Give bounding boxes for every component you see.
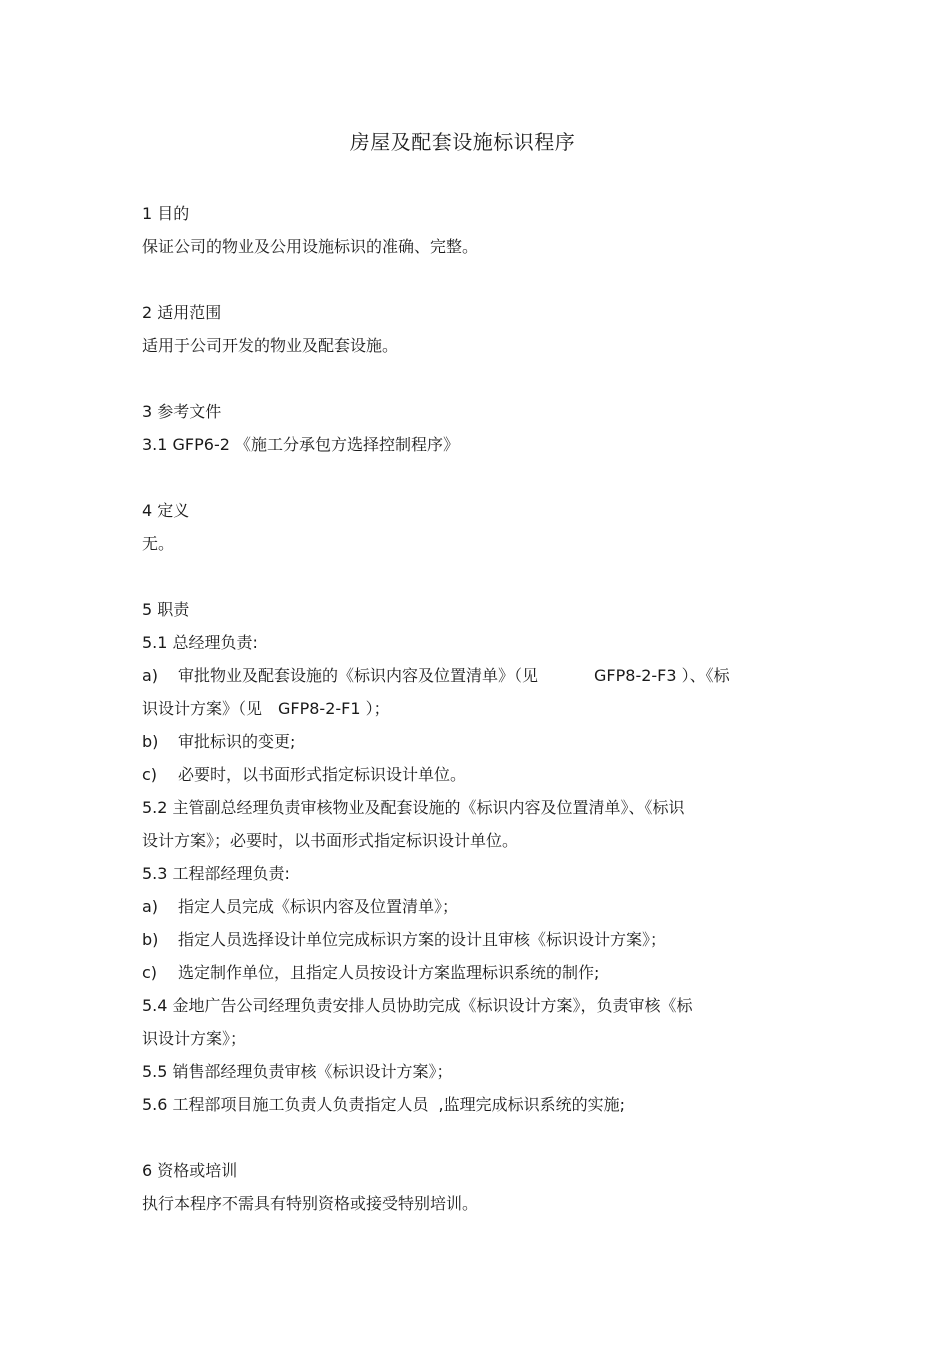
- document-body: [142, 197, 822, 1220]
- list-label: a): [142, 666, 159, 685]
- spacer: [142, 362, 822, 395]
- section-4-heading: 4 定义: [142, 501, 190, 520]
- section-1-heading: 1 目的: [142, 204, 190, 223]
- clause-5-6: [142, 1088, 822, 1121]
- clause-5-6-text: 5.6 工程部项目施工负责人负责指定人员: [142, 1095, 429, 1114]
- section-3-heading: 3 参考文件: [142, 402, 222, 421]
- clause-5-1-title: 5.1 总经理负责:: [142, 633, 258, 652]
- section-3-item-1: 3.1 GFP6-2 《施工分承包方选择控制程序》: [142, 435, 460, 454]
- clause-5-5: 5.5 销售部经理负责审核《标识设计方案》；: [142, 1062, 453, 1081]
- clause-5-3-a: [142, 890, 822, 923]
- clause-5-3-b: [142, 923, 822, 956]
- clause-5-2-line-2: 设计方案》；必要时，以书面形式指定标识设计单位。: [142, 831, 519, 850]
- clause-5-3-c-text: 选定制作单位，且指定人员按设计方案监理标识系统的制作;: [178, 963, 600, 982]
- clause-5-3-b-text: 指定人员选择设计单位完成标识方案的设计且审核《标识设计方案》；: [178, 930, 667, 949]
- clause-5-1-a-ref: GFP8-2-F3 ）、《标: [594, 666, 730, 685]
- clause-5-3-a-text: 指定人员完成《标识内容及位置清单》；: [178, 897, 459, 916]
- clause-5-1-c: [142, 758, 822, 791]
- clause-5-4-line-1: 5.4 金地广告公司经理负责安排人员协助完成《标识设计方案》，负责审核《标: [142, 996, 693, 1015]
- list-label: c): [142, 765, 158, 784]
- section-6-heading: 6 资格或培训: [142, 1161, 238, 1180]
- section-2-heading: 2 适用范围: [142, 303, 222, 322]
- section-2-text: 适用于公司开发的物业及配套设施。: [142, 336, 399, 355]
- clause-5-1-a-text: 审批物业及配套设施的《标识内容及位置清单》（见: [178, 666, 539, 685]
- clause-5-2-line-1: 5.2 主管副总经理负责审核物业及配套设施的《标识内容及位置清单》、《标识: [142, 798, 685, 817]
- section-5-heading: 5 职责: [142, 600, 190, 619]
- clause-5-3-title: 5.3 工程部经理负责:: [142, 864, 290, 883]
- spacer: [142, 263, 822, 296]
- list-label: b): [142, 732, 159, 751]
- list-label: a): [142, 897, 159, 916]
- list-label: c): [142, 963, 158, 982]
- clause-5-4-line-2: 识设计方案》；: [142, 1029, 247, 1048]
- clause-5-1-b: [142, 725, 822, 758]
- section-1-text: 保证公司的物业及公用设施标识的准确、完整。: [142, 237, 479, 256]
- clause-5-1-a: [142, 659, 822, 692]
- clause-5-3-c: [142, 956, 822, 989]
- clause-5-1-c-text: 必要时，以书面形式指定标识设计单位。: [178, 765, 467, 784]
- clause-5-1-a-cont: 识设计方案》（见 GFP8-2-F1 ）；: [142, 699, 390, 718]
- spacer: [142, 461, 822, 494]
- section-4-text: 无。: [142, 534, 175, 553]
- clause-5-6-text-cont: ,监理完成标识系统的实施;: [438, 1095, 626, 1114]
- clause-5-1-b-text: 审批标识的变更;: [178, 732, 296, 751]
- section-6-text: 执行本程序不需具有特别资格或接受特别培训。: [142, 1194, 479, 1213]
- page-title: 房屋及配套设施标识程序: [349, 130, 576, 154]
- list-label: b): [142, 930, 159, 949]
- spacer: [142, 1121, 822, 1154]
- spacer: [142, 560, 822, 593]
